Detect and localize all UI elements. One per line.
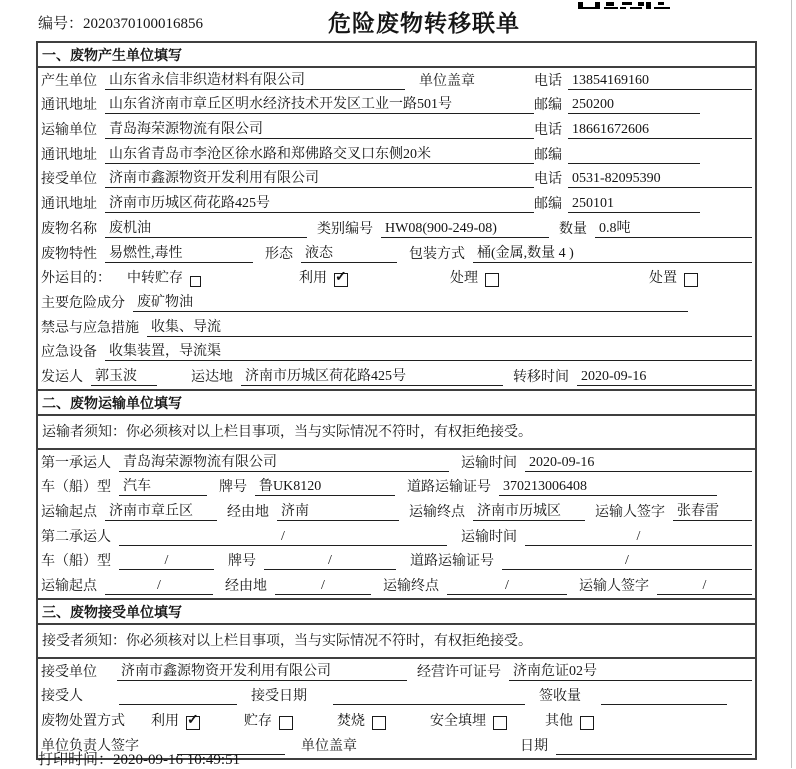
transporter-notice: 运输者须知：你必须核对以上栏目事项，当与实际情况不符时，有权拒绝接受。 bbox=[38, 416, 755, 450]
purpose-option-label: 处置 bbox=[649, 271, 677, 287]
receiver-zip-value: 250101 bbox=[568, 196, 700, 213]
equipment-value: 收集装置，导流渠 bbox=[105, 340, 752, 361]
field-row-receiving-unit bbox=[38, 659, 755, 684]
field-row-route2 bbox=[38, 573, 755, 598]
form-value: 液态 bbox=[301, 242, 397, 263]
section3-header: 三、废物接受单位填写 bbox=[38, 598, 755, 625]
taboo-label: 禁忌与应急措施 bbox=[41, 320, 139, 336]
zip-label: 邮编 bbox=[534, 147, 562, 163]
field-row-hazard bbox=[38, 290, 755, 315]
purpose-option-label: 中转贮存 bbox=[127, 271, 183, 287]
transport-time-label: 运输时间 bbox=[461, 529, 517, 545]
end1-label: 运输终点 bbox=[409, 505, 465, 520]
form-label: 形态 bbox=[265, 246, 293, 262]
origin2-value: / bbox=[105, 578, 213, 595]
vehicle1-value: 汽车 bbox=[119, 475, 207, 496]
qr-code-icon bbox=[578, 2, 670, 9]
category-value: HW08(900-249-08) bbox=[381, 221, 549, 238]
producer-phone-value: 13854169160 bbox=[568, 73, 752, 90]
unit-seal-label: 单位盖章 bbox=[301, 738, 357, 754]
plate1-label: 牌号 bbox=[219, 480, 247, 496]
recipient-label: 接受人 bbox=[41, 689, 83, 705]
end2-label: 运输终点 bbox=[383, 579, 439, 595]
vehicle1-label: 车（船）型 bbox=[41, 480, 111, 496]
phone-label: 电话 bbox=[534, 73, 562, 89]
license-label: 经营许可证号 bbox=[417, 664, 501, 680]
via1-value: 济南 bbox=[277, 500, 399, 521]
carrier1-label: 第一承运人 bbox=[41, 455, 111, 471]
address-label: 通讯地址 bbox=[41, 197, 97, 213]
producer-value: 山东省永信非织造材料有限公司 bbox=[105, 69, 405, 90]
checkbox bbox=[279, 716, 293, 730]
plate2-value: / bbox=[264, 553, 396, 570]
signer2-value: / bbox=[657, 578, 752, 595]
producer-address-value: 山东省济南市章丘区明水经济技术开发区工业一路501号 bbox=[105, 93, 534, 114]
signed-amount-label: 签收量 bbox=[539, 689, 581, 705]
field-row-equipment bbox=[38, 340, 755, 365]
checkbox bbox=[372, 716, 386, 730]
transport-time-label: 运输时间 bbox=[461, 455, 517, 471]
receiver-phone-value: 0531-82095390 bbox=[568, 171, 752, 188]
document-number-label: 编号： bbox=[38, 16, 84, 32]
page-title: 危险废物转移联单 bbox=[328, 11, 520, 36]
plate1-value: 鲁UK8120 bbox=[255, 475, 395, 496]
signed-amount-value bbox=[601, 704, 727, 705]
receive-date-label: 接受日期 bbox=[251, 689, 307, 705]
zip-label: 邮编 bbox=[534, 197, 562, 213]
recipient-value bbox=[119, 704, 237, 705]
document-number bbox=[38, 12, 203, 33]
vehicle2-value: / bbox=[119, 553, 214, 570]
carrier1-value: 青岛海荣源物流有限公司 bbox=[119, 451, 449, 472]
disposal-option-incinerate bbox=[337, 710, 386, 730]
disposal-option-other bbox=[545, 710, 594, 730]
unit-seal-label: 单位盖章 bbox=[419, 73, 475, 89]
document-number-value: 2020370100016856 bbox=[83, 16, 204, 32]
field-row-route1 bbox=[38, 499, 755, 524]
receiving-unit-label: 接受单位 bbox=[41, 664, 97, 680]
producer-zip-value: 250200 bbox=[568, 97, 700, 114]
shipper-value: 郭玉波 bbox=[91, 365, 157, 386]
checkbox bbox=[334, 273, 348, 287]
receive-date-value bbox=[333, 704, 525, 705]
transfer-manifest-table bbox=[36, 41, 757, 760]
disposal-option-label: 贮存 bbox=[244, 714, 272, 730]
receiving-unit-value: 济南市鑫源物资开发利用有限公司 bbox=[117, 660, 407, 681]
section1-header: 一、废物产生单位填写 bbox=[38, 43, 755, 68]
receiver-value: 济南市鑫源物资开发利用有限公司 bbox=[105, 167, 534, 188]
purpose-option-use bbox=[299, 267, 348, 287]
disposal-option-use bbox=[151, 710, 200, 730]
purpose-option-label: 处理 bbox=[450, 271, 478, 287]
page-edge-divider bbox=[791, 0, 792, 768]
checkbox bbox=[485, 273, 499, 287]
origin1-value: 济南市章丘区 bbox=[105, 500, 217, 521]
transporter-value: 青岛海荣源物流有限公司 bbox=[105, 118, 534, 139]
purpose-option-label: 利用 bbox=[299, 271, 327, 287]
purpose-option-transfer bbox=[127, 267, 201, 287]
road-permit1-label: 道路运输证号 bbox=[407, 480, 491, 496]
checkbox bbox=[190, 276, 201, 287]
zip-label: 邮编 bbox=[534, 98, 562, 114]
field-row-transporter bbox=[38, 117, 755, 142]
waste-name-label: 废物名称 bbox=[41, 221, 97, 237]
transfer-time-value: 2020-09-16 bbox=[577, 369, 752, 386]
end1-value: 济南市历城区 bbox=[473, 500, 585, 521]
field-row-carrier2 bbox=[38, 524, 755, 549]
checkbox bbox=[493, 716, 507, 730]
transporter-zip-value bbox=[568, 163, 700, 164]
section2-header: 二、废物运输单位填写 bbox=[38, 389, 755, 416]
disposal-method-label: 废物处置方式 bbox=[41, 714, 125, 730]
purpose-label: 外运目的： bbox=[41, 271, 111, 287]
phone-label: 电话 bbox=[534, 123, 562, 139]
via1-label: 经由地 bbox=[227, 505, 269, 520]
checkbox bbox=[684, 273, 698, 287]
transport-time1-value: 2020-09-16 bbox=[525, 455, 752, 472]
road-permit2-value: / bbox=[502, 553, 752, 570]
transport-time2-value: / bbox=[525, 529, 752, 546]
origin2-label: 运输起点 bbox=[41, 579, 97, 595]
road-permit2-label: 道路运输证号 bbox=[410, 554, 494, 570]
date-value bbox=[556, 754, 752, 755]
phone-label: 电话 bbox=[534, 172, 562, 188]
packaging-value: 桶(金属,数量 4 ) bbox=[473, 242, 752, 263]
checkbox bbox=[580, 716, 594, 730]
transfer-time-label: 转移时间 bbox=[513, 369, 569, 385]
traits-value: 易燃性,毒性 bbox=[105, 242, 253, 263]
field-row-producer bbox=[38, 68, 755, 93]
taboo-value: 收集、导流 bbox=[147, 316, 752, 337]
field-row-carrier1 bbox=[38, 450, 755, 475]
shipper-label: 发运人 bbox=[41, 369, 83, 385]
via2-label: 经由地 bbox=[225, 579, 267, 595]
disposal-option-label: 利用 bbox=[151, 714, 179, 730]
field-row-producer-address bbox=[38, 93, 755, 118]
qty-value: 0.8吨 bbox=[595, 217, 752, 238]
waste-name-value: 废机油 bbox=[105, 217, 307, 238]
field-row-purpose bbox=[38, 266, 755, 291]
field-row-vehicle2 bbox=[38, 549, 755, 574]
print-time bbox=[38, 748, 240, 769]
vehicle2-label: 车（船）型 bbox=[41, 554, 111, 570]
qty-label: 数量 bbox=[559, 221, 587, 237]
disposal-option-landfill bbox=[430, 710, 507, 730]
road-permit1-value: 370213006408 bbox=[499, 479, 717, 496]
field-row-shipper bbox=[38, 364, 755, 389]
disposal-option-label: 焚烧 bbox=[337, 714, 365, 730]
field-row-waste-name bbox=[38, 216, 755, 241]
disposal-option-store bbox=[244, 710, 293, 730]
field-row-transporter-address bbox=[38, 142, 755, 167]
carrier2-label: 第二承运人 bbox=[41, 529, 111, 545]
qr-code-fragment bbox=[578, 0, 670, 9]
transporter-label: 运输单位 bbox=[41, 123, 97, 139]
print-time-label: 打印时间： bbox=[38, 752, 114, 768]
transporter-phone-value: 18661672606 bbox=[568, 122, 752, 139]
signer2-label: 运输人签字 bbox=[579, 579, 649, 595]
receiver-notice: 接受者须知：你必须核对以上栏目事项，当与实际情况不符时，有权拒绝接受。 bbox=[38, 625, 755, 659]
receiver-address-value: 济南市历城区荷花路425号 bbox=[105, 192, 534, 213]
purpose-option-treat bbox=[450, 267, 499, 287]
destination-label: 运达地 bbox=[191, 369, 233, 385]
destination-value: 济南市历城区荷花路425号 bbox=[241, 365, 503, 386]
receiver-label: 接受单位 bbox=[41, 172, 97, 188]
traits-label: 废物特性 bbox=[41, 246, 97, 262]
print-time-value: 2020-09-16 10:49:51 bbox=[113, 752, 241, 768]
field-row-disposal bbox=[38, 708, 755, 733]
equipment-label: 应急设备 bbox=[41, 345, 97, 361]
via2-value: / bbox=[275, 578, 371, 595]
address-label: 通讯地址 bbox=[41, 147, 97, 163]
disposal-option-label: 其他 bbox=[545, 714, 573, 730]
responsible-sign-label: 单位负责人签字 bbox=[41, 738, 139, 754]
field-row-vehicle1 bbox=[38, 475, 755, 500]
plate2-label: 牌号 bbox=[228, 554, 256, 570]
hazard-value: 废矿物油 bbox=[133, 291, 688, 312]
signer1-label: 运输人签字 bbox=[595, 505, 665, 520]
field-row-recipient bbox=[38, 684, 755, 709]
address-label: 通讯地址 bbox=[41, 98, 97, 114]
hazard-label: 主要危险成分 bbox=[41, 295, 125, 311]
packaging-label: 包装方式 bbox=[409, 246, 465, 262]
signer1-value: 张春雷 bbox=[673, 500, 752, 521]
purpose-option-dispose bbox=[649, 267, 698, 287]
date-label: 日期 bbox=[520, 738, 548, 754]
end2-value: / bbox=[447, 578, 567, 595]
disposal-option-label: 安全填埋 bbox=[430, 714, 486, 730]
category-label: 类别编号 bbox=[317, 221, 373, 237]
carrier2-value: / bbox=[119, 529, 447, 546]
license-value: 济南危证02号 bbox=[509, 660, 752, 681]
field-row-receiver bbox=[38, 167, 755, 192]
checkbox bbox=[186, 716, 200, 730]
field-row-waste-traits bbox=[38, 241, 755, 266]
producer-label: 产生单位 bbox=[41, 73, 97, 89]
field-row-receiver-address bbox=[38, 191, 755, 216]
transporter-address-value: 山东省青岛市李沧区徐水路和郑佛路交叉口东侧20米 bbox=[105, 143, 534, 164]
field-row-taboo bbox=[38, 315, 755, 340]
origin1-label: 运输起点 bbox=[41, 505, 97, 520]
